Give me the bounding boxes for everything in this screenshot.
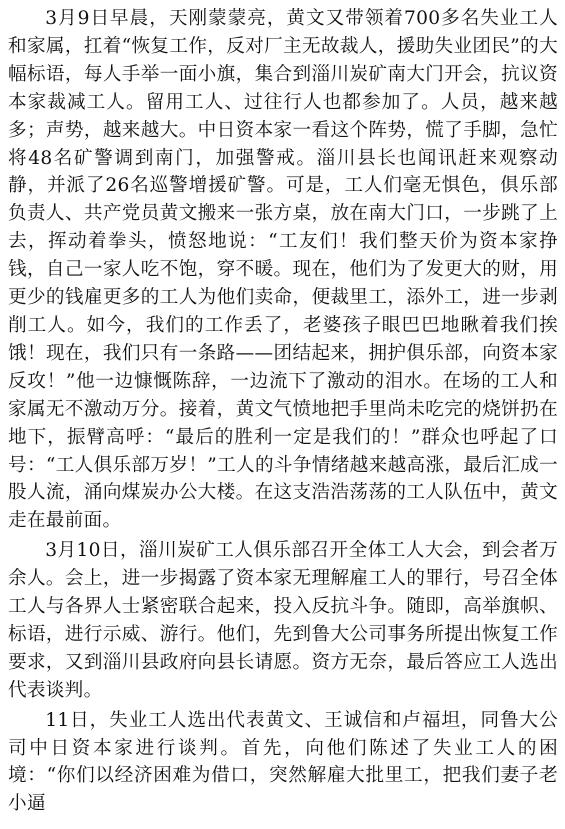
paragraph-march-11: 11日，失业工人选出代表黄文、王诚信和卢福坦，同鲁大公司中日资本家进行谈判。首先，向他们陈述了失业工人的困境：“你们以经济困难为借口，突然解雇大批里工，把我们妻子老小逼: [8, 709, 558, 815]
paragraph-march-9: 3月9日早晨，天刚蒙蒙亮，黄文又带领着700多名失业工人和家属，扛着“恢复工作，反对厂主无故裁人，援助失业团民”的大幅标语，每人手举一面小旗，集合到淄川炭矿南大门开会，抗议资本家裁减工人。留用工人、过往行人也都参加了。人员，越来越多；声势，越来越大。中日资本家一看这个阵势，慌了手脚，急忙将48名矿警调到南门，加强警戒。淄川县长也闻讯赶来观察动静，并派了26名巡警增援矿警。可是，工人们毫无惧色，俱乐部负责人、共产党员黄文搬来一张方桌，放在南大门口，一步跳了上去，挥动着拳头，愤怒地说：“工友们！我们整天价为资本家挣钱，自己一家人吃不饱，穿不暖。现在，他们为了发更大的财，用更少的钱雇更多的工人为他们卖命，便裁里工，添外工，进一步剥削工人。如今，我们的工作丢了，老婆孩子眼巴巴地瞅着我们挨饿！现在，我们只有一条路——团结起来，拥护俱乐部，向资本家反攻！”他一边慷慨陈辞，一边流下了激动的泪水。在场的工人和家属无不激动万分。接着，黄文气愤地把手里尚未吃完的烧饼扔在地下，振臂高呼：“最后的胜利一定是我们的！”群众也呼起了口号：“工人俱乐部万岁！”工人的斗争情绪越来越高涨，最后汇成一股人流，涌向煤炭办公大楼。在这支浩浩荡荡的工人队伍中，黄文走在最前面。: [8, 8, 558, 532]
paragraph-march-10: 3月10日，淄川炭矿工人俱乐部召开全体工人大会，到会者万余人。会上，进一步揭露了资本家无理解雇工人的罪行，号召全体工人与各界人士紧密联合起来，投入反抗斗争。随即，高举旗帜、标语，进行示威、游行。他们，先到鲁大公司事务所提出恢复工作要求，又到淄川县政府向县长请愿。资方无奈，最后答应工人选出代表谈判。: [8, 540, 558, 701]
